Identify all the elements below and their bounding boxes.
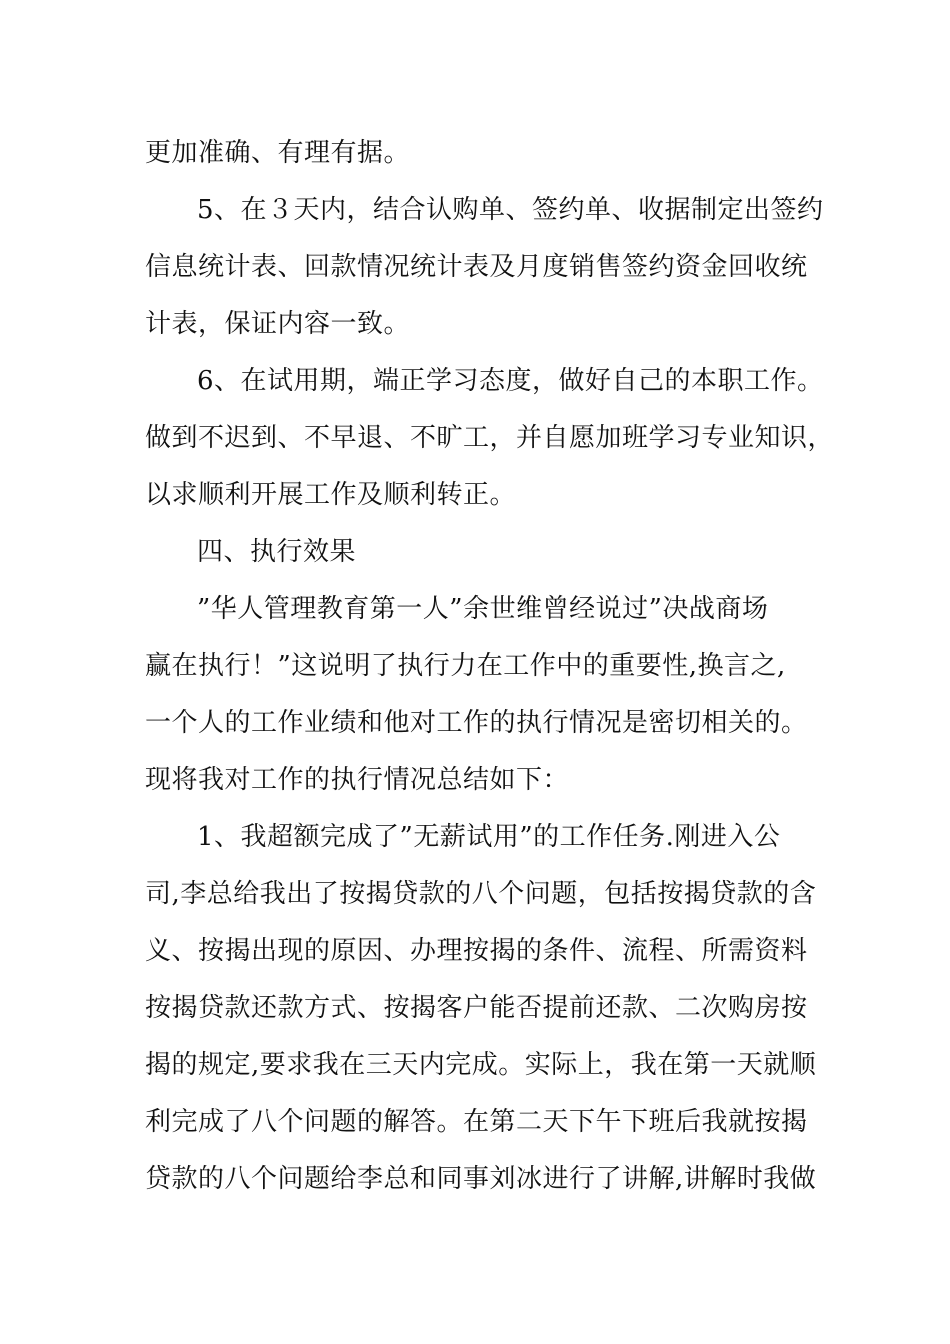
text-line: 6、在试用期，端正学习态度，做好自己的本职工作。 — [197, 366, 824, 396]
text-line: 赢在执行！”这说明了执行力在工作中的重要性,换言之, — [145, 651, 786, 681]
text-line: 做到不迟到、不早退、不旷工，并自愿加班学习专业知识， — [145, 423, 835, 453]
text-line: 计表，保证内容一致。 — [145, 309, 411, 339]
text-line: 按揭贷款还款方式、按揭客户能否提前还款、二次购房按 — [145, 993, 808, 1023]
text-line: 一个人的工作业绩和他对工作的执行情况是密切相关的。 — [145, 708, 808, 738]
document-body — [145, 128, 835, 1211]
text-line: 信息统计表、回款情况统计表及月度销售签约资金回收统 — [145, 252, 808, 282]
text-line: 利完成了八个问题的解答。在第二天下午下班后我就按揭 — [145, 1107, 808, 1137]
text-line: 以求顺利开展工作及顺利转正。 — [145, 480, 517, 510]
text-line: 5、在３天内，结合认购单、签约单、收据制定出签约 — [197, 195, 824, 225]
text-line: ”华人管理教育第一人”余世维曾经说过”决战商场 — [197, 594, 769, 624]
text-line: 司,李总给我出了按揭贷款的八个问题，包括按揭贷款的含 — [145, 879, 817, 909]
text-line: 更加准确、有理有据。 — [145, 138, 411, 168]
text-line: 四、执行效果 — [197, 537, 357, 567]
text-line: 义、按揭出现的原因、办理按揭的条件、流程、所需资料 — [145, 936, 808, 966]
text-line: 1、我超额完成了”无薪试用”的工作任务.刚进入公 — [197, 822, 781, 852]
text-line: 现将我对工作的执行情况总结如下： — [145, 765, 570, 795]
text-line: 贷款的八个问题给李总和同事刘冰进行了讲解,讲解时我做 — [145, 1164, 817, 1194]
text-line: 揭的规定,要求我在三天内完成。实际上，我在第一天就顺 — [145, 1050, 817, 1080]
